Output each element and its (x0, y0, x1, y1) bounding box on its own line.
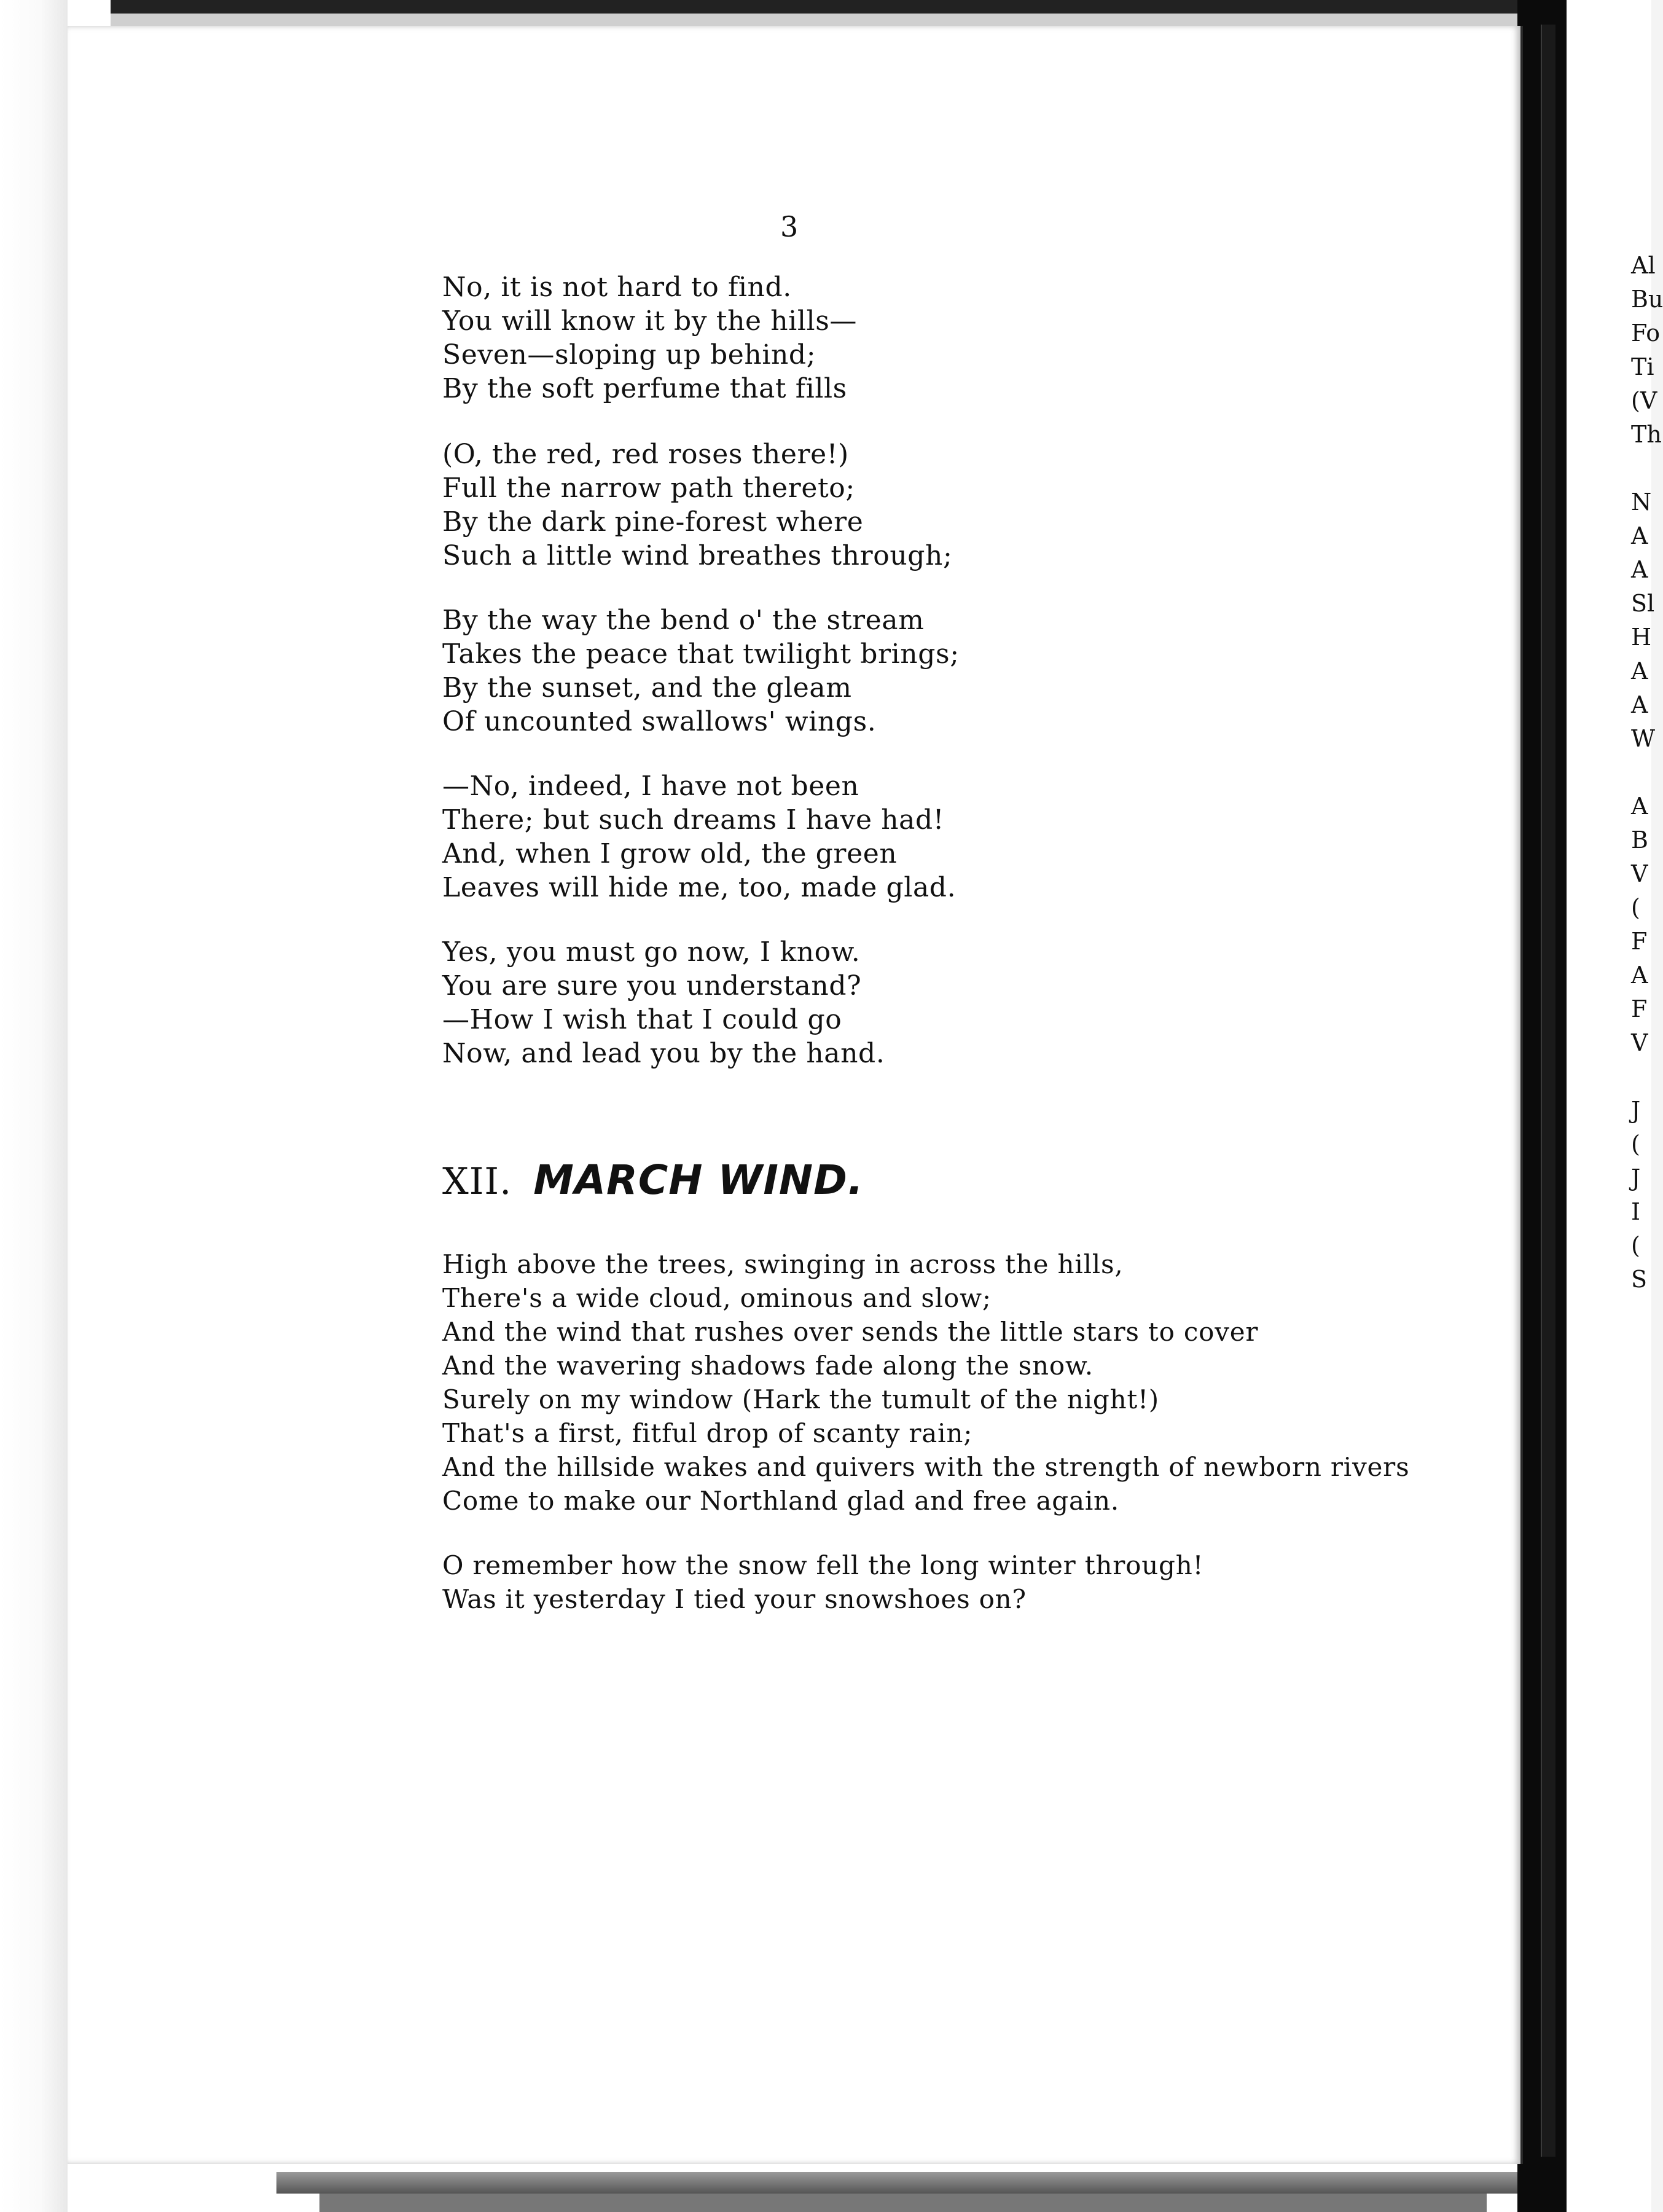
fragment: Ti (1631, 353, 1654, 380)
poem-line: And, when I grow old, the green (442, 838, 898, 869)
fragment: I (1631, 1198, 1641, 1225)
fragment: A (1631, 556, 1648, 583)
fragment: Al (1631, 252, 1656, 279)
poem-stanza-3 (442, 603, 960, 739)
poem-line: There; but such dreams I have had! (442, 804, 945, 836)
poem-line: Now, and lead you by the hand. (442, 1038, 885, 1069)
poem-stanza-5 (442, 935, 885, 1070)
poem-line: O remember how the snow fell the long winter through! (442, 1550, 1204, 1580)
fragment: Bu (1631, 286, 1663, 313)
fragment: A (1631, 962, 1648, 989)
fragment: W (1631, 725, 1656, 752)
poem-line: Full the narrow path thereto; (442, 473, 855, 504)
fragment: V (1631, 1029, 1648, 1056)
fragment: F (1631, 995, 1648, 1022)
fragment: A (1631, 522, 1648, 549)
fragment: Th (1631, 421, 1662, 448)
poem-line: And the wind that rushes over sends the little stars to cover (442, 1317, 1259, 1347)
fragment: B (1631, 826, 1648, 853)
fragment: A (1631, 793, 1648, 820)
poem-line: That's a first, fitful drop of scanty rain; (442, 1418, 973, 1448)
poem-line: —How I wish that I could go (442, 1004, 842, 1035)
poem-line: Surely on my window (Hark the tumult of the night!) (442, 1384, 1159, 1414)
fragment: A (1631, 657, 1648, 684)
poem-line: Seven—sloping up behind; (442, 339, 816, 371)
poem-line: Of uncounted swallows' wings. (442, 706, 877, 737)
poem-line: Such a little wind breathes through; (442, 540, 953, 571)
book-spine-highlight (1541, 25, 1555, 2157)
poem-line: Come to make our Northland glad and free again. (442, 1486, 1120, 1516)
march-wind-stanza-1 (442, 1247, 1409, 1518)
march-wind-stanza-2 (442, 1548, 1203, 1616)
fragment: ( (1631, 894, 1640, 921)
poem-line: No, it is not hard to find. (442, 272, 792, 303)
fragment (1631, 452, 1663, 485)
poem-line: You are sure you understand? (442, 970, 862, 1002)
scan-top-shadow (111, 14, 1524, 26)
fragment: Fo (1631, 320, 1661, 347)
fragment: F (1631, 928, 1648, 955)
facing-page-fragments (1631, 249, 1663, 1296)
fragment: S (1631, 1266, 1648, 1293)
poem-stanza-2 (442, 437, 952, 573)
poem-line: And the wavering shadows fade along the snow. (442, 1351, 1094, 1381)
fragment (1631, 756, 1663, 790)
section-title: MARCH WIND. (533, 1156, 864, 1204)
poem-line: (O, the red, red roses there!) (442, 439, 849, 470)
page-number: 3 (780, 210, 799, 243)
fragment: V (1631, 860, 1648, 887)
poem-line: Was it yesterday I tied your snowshoes on? (442, 1584, 1027, 1614)
poem-line: Takes the peace that twilight brings; (442, 638, 960, 670)
scan-left-edge (0, 0, 68, 2212)
poem-line: You will know it by the hills— (442, 305, 857, 337)
fragment: ( (1631, 1232, 1640, 1259)
scan-bottom-border (276, 2172, 1536, 2194)
poem-line: High above the trees, swinging in across the hills, (442, 1249, 1124, 1279)
poem-line: There's a wide cloud, ominous and slow; (442, 1283, 992, 1313)
fragment: ( (1631, 1131, 1640, 1158)
section-heading (442, 1156, 864, 1204)
poem-stanza-4 (442, 769, 956, 904)
poem-line: By the way the bend o' the stream (442, 605, 925, 636)
fragment: J (1631, 1164, 1641, 1191)
poem-line: Yes, you must go now, I know. (442, 936, 861, 968)
poem-line: —No, indeed, I have not been (442, 771, 859, 802)
fragment: A (1631, 691, 1648, 718)
scan-top-border (111, 0, 1554, 14)
fragment: (V (1631, 387, 1657, 414)
fragment: Sl (1631, 590, 1655, 617)
poem-line: By the dark pine-forest where (442, 506, 864, 538)
poem-line: And the hillside wakes and quivers with the strength of newborn rivers (442, 1452, 1410, 1482)
scan-bottom-shadow (319, 2194, 1487, 2212)
section-number: XII. (442, 1160, 512, 1203)
poem-stanza-1 (442, 270, 857, 406)
poem-line: By the sunset, and the gleam (442, 672, 852, 704)
fragment: N (1631, 488, 1652, 516)
fragment: H (1631, 624, 1652, 651)
fragment: J (1631, 1097, 1641, 1124)
poem-line: Leaves will hide me, too, made glad. (442, 872, 957, 903)
poem-line: By the soft perfume that fills (442, 373, 847, 404)
fragment (1631, 1060, 1663, 1094)
